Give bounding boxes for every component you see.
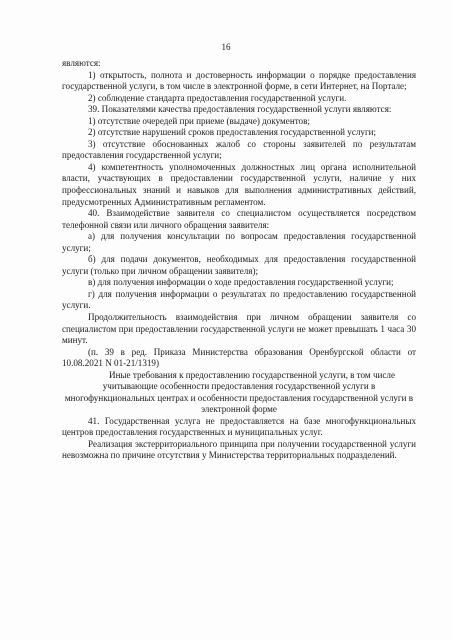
paragraph: 2) отсутствие нарушений сроков предоставления государственной услуги; <box>88 127 377 138</box>
paragraph: Реализация экстерриториального принципа при получении государственной услуги невозможна по причине отсутствия у Министерства территориальных подразделений. <box>62 438 416 461</box>
paragraph-item-39: 39. Показателями качества предоставления государственной услуги являются: <box>88 104 392 115</box>
paragraph: Продолжительность взаимодействия при личном обращении заявителя со специалистом при предоставлении государственной услуги не может превышать 1 часа 30 минут. <box>62 312 416 346</box>
paragraph: в) для получения информации о ходе предоставления государственной услуги; <box>88 277 394 288</box>
paragraph: 1) открытость, полнота и достоверность информации о порядке предоставления государственной услуги, в том числе в электронной форме, в сети Интернет, на Портале; <box>62 69 416 92</box>
paragraph-intro: являются: <box>62 58 101 68</box>
paragraph: а) для получения консультации по вопросам предоставления государственной услуги; <box>62 231 416 253</box>
paragraph: г) для получения информации о результатах по предоставлению государственной услуги. <box>62 288 416 311</box>
paragraph: 1) отсутствие очередей при приеме (выдаче) документов; <box>88 115 310 126</box>
page-number: 16 <box>221 42 231 52</box>
section-heading: Иные требования к предоставлению государственной услуги, в том числе учитывающие особенности предоставления государственной услуги в многофункциональных центрах и особенности предоставления государственной услуги в электронной форме <box>64 369 414 415</box>
paragraph: 4) компетентность уполномоченных должностных лиц органа исполнительной власти, участвующих в предоставлении государственной услуги, наличие у них профессиональных знаний и навыков для выполнения административных действий, предусмотренных Административным регламентом. <box>62 161 416 207</box>
paragraph: б) для подачи документов, необходимых для предоставления государственной услуги (только при личном обращении заявителя); <box>62 254 416 276</box>
paragraph-item-40: 40. Взаимодействие заявителя со специалистом осуществляется посредством телефонной связи или личного обращения заявителя: <box>62 208 416 230</box>
paragraph: 3) отсутствие обоснованных жалоб со стороны заявителей по результатам предоставления государственной услуги; <box>62 138 416 161</box>
paragraph-item-41: 41. Государственная услуга не предоставляется на базе многофункциональных центров предоставления государственных и муниципальных услуг. <box>62 415 416 438</box>
amendment-note: (п. 39 в ред. Приказа Министерства образования Оренбургской области от 10.08.2021 N 01-21/1319) <box>62 346 416 369</box>
paragraph: 2) соблюдение стандарта предоставления государственной услуги. <box>88 92 347 103</box>
document-body <box>62 58 416 462</box>
